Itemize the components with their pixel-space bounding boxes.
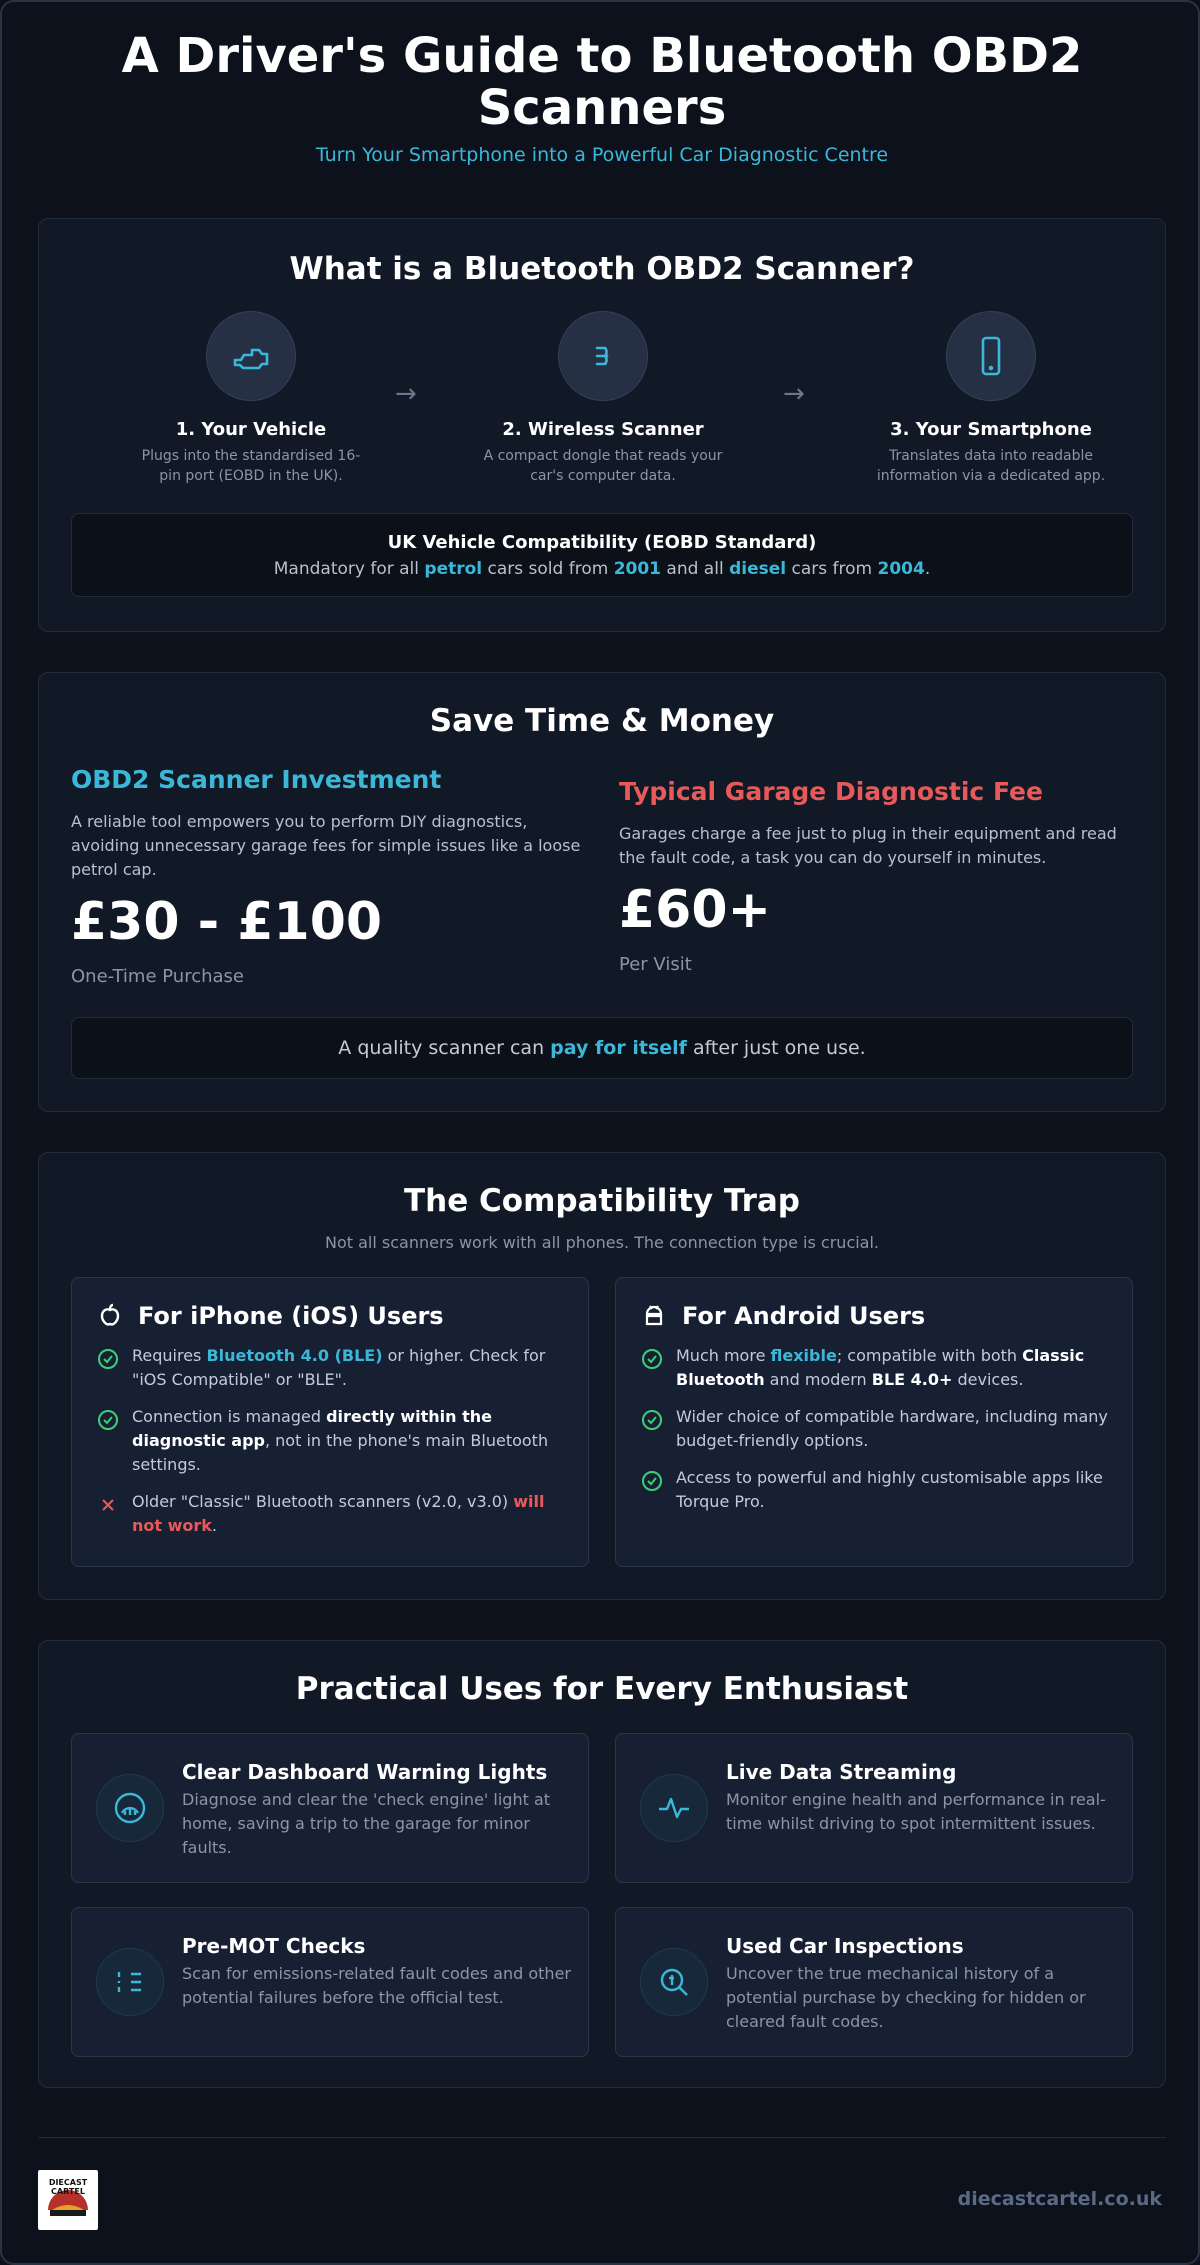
price-note: One-Time Purchase [71,966,245,987]
uk-compatibility-box [71,513,1133,597]
check-circle-icon [640,1408,664,1432]
list-item: Connection is managed directly within the diagnostic app, not in the phone's main Bluetooth settings. [96,1405,564,1477]
use-card-live-data [615,1733,1133,1883]
logo-text: DIECAST CARTEL [48,2178,88,2196]
check-circle-icon [640,1347,664,1371]
check-circle-icon [640,1469,664,1493]
use-title: Live Data Streaming [726,1760,957,1784]
price-note: Per Visit [619,954,692,975]
step-desc: Translates data into readable information via a dedicated app. [876,448,1106,484]
column-title: OBD2 Scanner Investment [71,765,442,794]
diecast-cartel-logo[interactable] [38,2170,98,2230]
section-heading: Practical Uses for Every Enthusiast [295,1671,909,1707]
list-item: Requires Bluetooth 4.0 (BLE) or higher. Check for "iOS Compatible" or "BLE". [96,1344,564,1392]
check-circle-icon [96,1408,120,1432]
use-desc: Scan for emissions-related fault codes and other potential failures before the official test. [182,1964,571,2007]
use-title: Clear Dashboard Warning Lights [182,1760,548,1784]
compat-title: UK Vehicle Compatibility (EOBD Standard) [387,532,817,553]
step-desc: A compact dongle that reads your car's computer data. [483,448,723,484]
section-heading: The Compatibility Trap [404,1183,800,1219]
list-item: Older "Classic" Bluetooth scanners (v2.0, v3.0) will not work. [96,1490,564,1538]
use-card-used-car [615,1907,1133,2057]
step-smartphone [851,311,1131,486]
step-scanner [463,311,743,486]
garage-fee-column [619,777,1139,975]
price-value: £30 - £100 [71,892,383,952]
what-is-section [38,218,1166,632]
section-heading: What is a Bluetooth OBD2 Scanner? [289,251,915,287]
list-item: Access to powerful and highly customisable apps like Torque Pro. [640,1466,1108,1514]
car-engine-icon [206,311,296,401]
ios-users-card [71,1277,589,1567]
page-title: A Driver's Guide to Bluetooth OBD2 Scanners [121,28,1083,136]
use-desc: Monitor engine health and performance in real-time whilst driving to spot intermittent issues. [726,1790,1106,1833]
practical-uses-section [38,1640,1166,2088]
pulse-icon [640,1774,708,1842]
bluetooth-icon [558,311,648,401]
list-item: Much more flexible; compatible with both Classic Bluetooth and modern BLE 4.0+ devices. [640,1344,1108,1392]
card-title: For iPhone (iOS) Users [138,1302,444,1330]
use-card-pre-mot [71,1907,589,2057]
page-subtitle: Turn Your Smartphone into a Powerful Car Diagnostic Centre [315,144,889,166]
compat-text: Mandatory for all petrol cars sold from 2001 and all diesel cars from 2004. [273,559,931,579]
check-circle-icon [96,1347,120,1371]
step-desc: Plugs into the standardised 16-pin port (EOBD in the UK). [141,448,361,484]
column-title: Typical Garage Diagnostic Fee [619,777,1043,806]
cross-icon [96,1493,120,1517]
save-money-section [38,672,1166,1112]
card-title: For Android Users [682,1302,926,1330]
checklist-icon [96,1948,164,2016]
price-value: £60+ [619,880,772,940]
arrow-right-icon: → [395,379,417,409]
step-title: 3. Your Smartphone [890,419,1092,440]
scanner-investment-column [71,765,591,987]
arrow-right-icon: → [783,379,805,409]
footer-divider [38,2137,1166,2138]
footer-site-link[interactable]: diecastcartel.co.uk [957,2188,1162,2210]
use-desc: Diagnose and clear the 'check engine' light at home, saving a trip to the garage for minor faults. [182,1790,551,1857]
dashboard-warning-icon [96,1774,164,1842]
column-text: A reliable tool empowers you to perform DIY diagnostics, avoiding unnecessary garage fees for simple issues like a loose petrol cap. [71,812,581,879]
list-item: Wider choice of compatible hardware, including many budget-friendly options. [640,1405,1108,1453]
use-desc: Uncover the true mechanical history of a potential purchase by checking for hidden or cleared fault codes. [726,1964,1086,2031]
use-title: Used Car Inspections [726,1934,964,1958]
column-text: Garages charge a fee just to plug in their equipment and read the fault code, a task you can do yourself in minutes. [619,824,1117,867]
use-title: Pre-MOT Checks [182,1934,366,1958]
apple-icon [96,1302,124,1330]
section-heading: Save Time & Money [429,703,775,739]
compatibility-trap-section [38,1152,1166,1600]
use-card-warning-lights [71,1733,589,1883]
android-icon [640,1302,668,1330]
smartphone-icon [946,311,1036,401]
section-lead: Not all scanners work with all phones. The connection type is crucial. [324,1233,880,1252]
android-users-card [615,1277,1133,1567]
magnify-car-icon [640,1948,708,2016]
step-title: 2. Wireless Scanner [502,419,704,440]
hero [2,30,1200,166]
step-vehicle [111,311,391,486]
payoff-box: A quality scanner can pay for itself after just one use. [71,1017,1133,1079]
step-title: 1. Your Vehicle [175,419,327,440]
